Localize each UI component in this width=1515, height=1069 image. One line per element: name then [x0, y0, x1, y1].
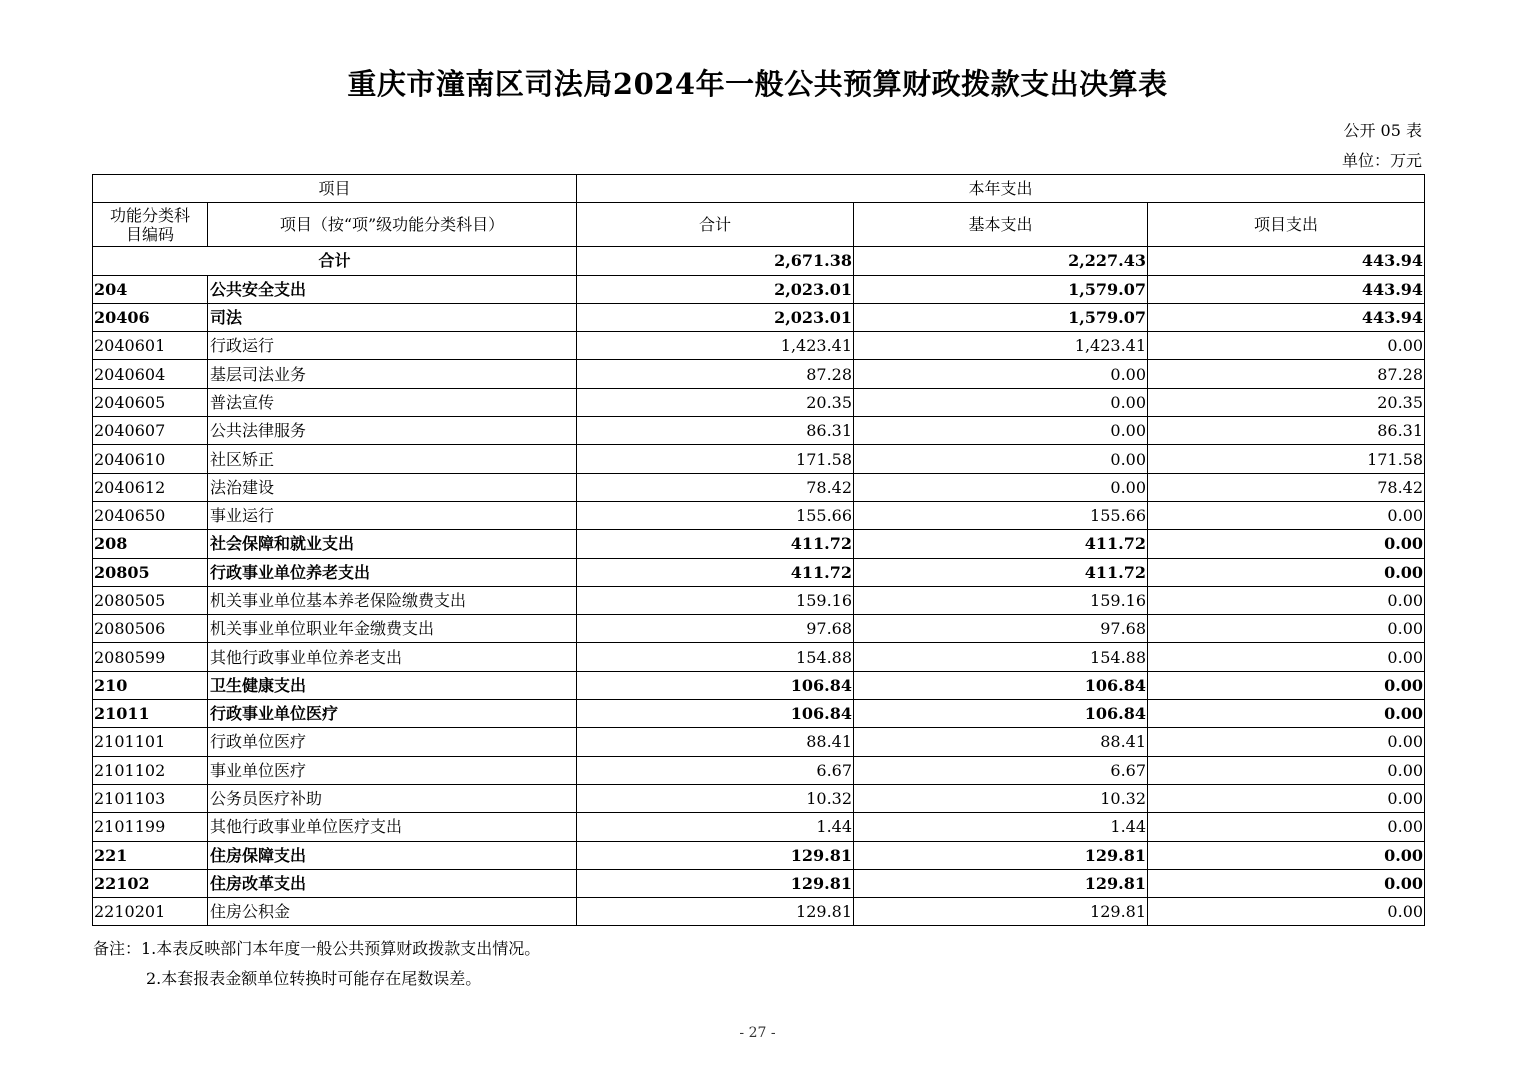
row-project: 0.00 [1148, 813, 1425, 841]
row-basic: 0.00 [854, 445, 1148, 473]
row-total: 86.31 [577, 417, 854, 445]
row-total: 171.58 [577, 445, 854, 473]
row-project: 0.00 [1148, 530, 1425, 558]
row-project: 0.00 [1148, 643, 1425, 671]
notes [93, 934, 540, 994]
table-row [93, 530, 1425, 558]
row-code: 221 [93, 841, 208, 869]
row-total: 10.32 [577, 784, 854, 812]
table-row [93, 586, 1425, 614]
row-name: 公共法律服务 [208, 417, 577, 445]
unit-label: 单位：万元 [1341, 151, 1422, 170]
table-row [93, 388, 1425, 416]
row-project: 443.94 [1148, 275, 1425, 303]
row-project: 0.00 [1148, 728, 1425, 756]
table-row [93, 303, 1425, 331]
row-total: 154.88 [577, 643, 854, 671]
row-basic: 0.00 [854, 360, 1148, 388]
row-total: 87.28 [577, 360, 854, 388]
row-name: 机关事业单位职业年金缴费支出 [208, 615, 577, 643]
row-code: 2040601 [93, 332, 208, 360]
row-code: 2040650 [93, 501, 208, 529]
row-project: 0.00 [1148, 841, 1425, 869]
row-total: 411.72 [577, 530, 854, 558]
row-code: 21011 [93, 700, 208, 728]
table-row [93, 728, 1425, 756]
row-project: 0.00 [1148, 869, 1425, 897]
table-row [93, 501, 1425, 529]
row-total: 2,023.01 [577, 303, 854, 331]
row-total: 129.81 [577, 841, 854, 869]
table-row [93, 360, 1425, 388]
total-label: 合计 [93, 247, 577, 275]
row-code: 20406 [93, 303, 208, 331]
row-basic: 159.16 [854, 586, 1148, 614]
row-code: 2101199 [93, 813, 208, 841]
table-row [93, 473, 1425, 501]
row-basic: 129.81 [854, 869, 1148, 897]
row-total: 6.67 [577, 756, 854, 784]
row-basic: 97.68 [854, 615, 1148, 643]
row-name: 社会保障和就业支出 [208, 530, 577, 558]
row-basic: 6.67 [854, 756, 1148, 784]
row-basic: 0.00 [854, 388, 1148, 416]
row-project: 0.00 [1148, 784, 1425, 812]
table-row [93, 756, 1425, 784]
table-row [93, 445, 1425, 473]
row-name: 住房改革支出 [208, 869, 577, 897]
row-basic: 1.44 [854, 813, 1148, 841]
row-code: 204 [93, 275, 208, 303]
row-project: 87.28 [1148, 360, 1425, 388]
row-project: 20.35 [1148, 388, 1425, 416]
row-basic: 154.88 [854, 643, 1148, 671]
table-row [93, 869, 1425, 897]
row-code: 2101101 [93, 728, 208, 756]
row-basic: 155.66 [854, 501, 1148, 529]
header-total: 合计 [577, 203, 854, 247]
row-code: 2101103 [93, 784, 208, 812]
expense-table [92, 174, 1425, 926]
row-code: 2040610 [93, 445, 208, 473]
row-name: 其他行政事业单位医疗支出 [208, 813, 577, 841]
header-project-expense: 项目支出 [1148, 203, 1425, 247]
row-name: 住房保障支出 [208, 841, 577, 869]
row-code: 2210201 [93, 898, 208, 926]
row-code: 2040612 [93, 473, 208, 501]
table-row [93, 671, 1425, 699]
total-project: 443.94 [1148, 247, 1425, 275]
row-code: 2080599 [93, 643, 208, 671]
row-code: 2040605 [93, 388, 208, 416]
row-basic: 10.32 [854, 784, 1148, 812]
row-total: 88.41 [577, 728, 854, 756]
row-code: 2040604 [93, 360, 208, 388]
table-row [93, 275, 1425, 303]
row-total: 20.35 [577, 388, 854, 416]
row-total: 1.44 [577, 813, 854, 841]
row-code: 2080505 [93, 586, 208, 614]
row-project: 0.00 [1148, 700, 1425, 728]
table-number: 公开 05 表 [1343, 121, 1422, 140]
row-code: 22102 [93, 869, 208, 897]
row-name: 事业单位医疗 [208, 756, 577, 784]
row-code: 20805 [93, 558, 208, 586]
row-basic: 106.84 [854, 671, 1148, 699]
row-code: 210 [93, 671, 208, 699]
row-project: 171.58 [1148, 445, 1425, 473]
row-basic: 0.00 [854, 473, 1148, 501]
table-row [93, 700, 1425, 728]
row-name: 机关事业单位基本养老保险缴费支出 [208, 586, 577, 614]
row-basic: 129.81 [854, 898, 1148, 926]
row-code: 208 [93, 530, 208, 558]
row-basic: 411.72 [854, 558, 1148, 586]
row-name: 社区矫正 [208, 445, 577, 473]
note-1: 备注：1.本表反映部门本年度一般公共预算财政拨款支出情况。 [93, 939, 541, 958]
table-body [93, 247, 1425, 926]
row-name: 普法宣传 [208, 388, 577, 416]
row-total: 411.72 [577, 558, 854, 586]
row-basic: 1,579.07 [854, 303, 1148, 331]
page-title: 重庆市潼南区司法局2024年一般公共预算财政拨款支出决算表 [347, 67, 1168, 101]
row-total: 1,423.41 [577, 332, 854, 360]
row-total: 155.66 [577, 501, 854, 529]
row-name: 基层司法业务 [208, 360, 577, 388]
row-project: 0.00 [1148, 558, 1425, 586]
row-basic: 1,423.41 [854, 332, 1148, 360]
table-row [93, 558, 1425, 586]
row-basic: 411.72 [854, 530, 1148, 558]
row-basic: 0.00 [854, 417, 1148, 445]
header-current-year-expense: 本年支出 [577, 175, 1425, 203]
row-project: 443.94 [1148, 303, 1425, 331]
row-name: 法治建设 [208, 473, 577, 501]
table-row [93, 784, 1425, 812]
total-basic: 2,227.43 [854, 247, 1148, 275]
row-name: 行政事业单位医疗 [208, 700, 577, 728]
row-basic: 88.41 [854, 728, 1148, 756]
row-total: 78.42 [577, 473, 854, 501]
header-basic: 基本支出 [854, 203, 1148, 247]
row-total: 106.84 [577, 671, 854, 699]
row-name: 卫生健康支出 [208, 671, 577, 699]
total-row [93, 247, 1425, 275]
row-project: 78.42 [1148, 473, 1425, 501]
table-row [93, 813, 1425, 841]
table-row [93, 332, 1425, 360]
header-project: 项目 [93, 175, 577, 203]
row-code: 2101102 [93, 756, 208, 784]
row-name: 事业运行 [208, 501, 577, 529]
note-2: 2.本套报表金额单位转换时可能存在尾数误差。 [146, 969, 482, 988]
row-name: 行政单位医疗 [208, 728, 577, 756]
row-project: 86.31 [1148, 417, 1425, 445]
row-project: 0.00 [1148, 615, 1425, 643]
row-project: 0.00 [1148, 586, 1425, 614]
total-amount: 2,671.38 [577, 247, 854, 275]
row-project: 0.00 [1148, 898, 1425, 926]
row-total: 129.81 [577, 898, 854, 926]
row-name: 公共安全支出 [208, 275, 577, 303]
row-basic: 106.84 [854, 700, 1148, 728]
row-project: 0.00 [1148, 501, 1425, 529]
row-name: 行政事业单位养老支出 [208, 558, 577, 586]
row-project: 0.00 [1148, 756, 1425, 784]
row-name: 公务员医疗补助 [208, 784, 577, 812]
table-row [93, 643, 1425, 671]
table-row [93, 417, 1425, 445]
table-row [93, 615, 1425, 643]
row-name: 其他行政事业单位养老支出 [208, 643, 577, 671]
row-total: 2,023.01 [577, 275, 854, 303]
row-name: 行政运行 [208, 332, 577, 360]
table-row [93, 841, 1425, 869]
row-total: 129.81 [577, 869, 854, 897]
header-name: 项目（按“项”级功能分类科目） [208, 203, 577, 247]
row-total: 97.68 [577, 615, 854, 643]
table-header [93, 175, 1425, 247]
row-project: 0.00 [1148, 671, 1425, 699]
row-project: 0.00 [1148, 332, 1425, 360]
row-code: 2040607 [93, 417, 208, 445]
row-total: 106.84 [577, 700, 854, 728]
header-code: 功能分类科目编码 [93, 203, 208, 247]
row-basic: 129.81 [854, 841, 1148, 869]
row-name: 司法 [208, 303, 577, 331]
row-code: 2080506 [93, 615, 208, 643]
row-name: 住房公积金 [208, 898, 577, 926]
row-basic: 1,579.07 [854, 275, 1148, 303]
table-row [93, 898, 1425, 926]
row-total: 159.16 [577, 586, 854, 614]
page-number: - 27 - [739, 1025, 776, 1041]
